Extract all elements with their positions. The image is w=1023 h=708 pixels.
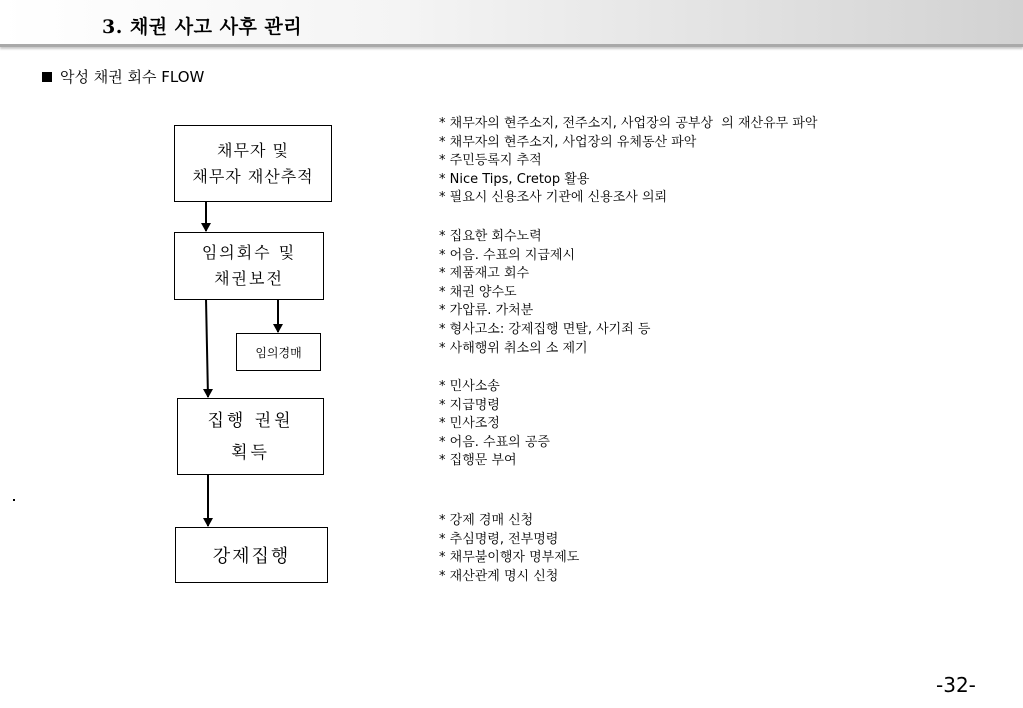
note-item: * 필요시 신용조사 기관에 신용조사 의뢰 [439,190,668,206]
note-item: * 집행문 부여 [439,453,517,469]
flow-box-compulsory-execution [175,527,328,583]
arrow-box4-to-box5-head [203,518,213,527]
section-heading-text: 악성 채권 회수 FLOW [60,68,205,86]
flow-box-voluntary-recovery [174,232,324,300]
flow-box-asset-tracing [174,125,332,202]
flow-box-compulsory-execution-label: 강제집행 [212,546,291,567]
notes-group-3 [439,378,550,471]
note-item: * 채무불이행자 명부제도 [439,550,580,566]
note-item: * 사해행위 취소의 소 제기 [439,340,588,356]
flow-box-voluntary-auction [236,333,321,371]
note-item: * 민사소송 [439,379,500,394]
flow-box-enforcement-title-line2: 획득 [231,442,270,463]
page-number: -32- [936,673,976,697]
flow-box-voluntary-recovery-line2: 채권보전 [214,269,284,288]
note-item: * 지급명령 [439,397,500,413]
note-item: * 형사고소: 강제집행 면탈, 사기죄 등 [439,321,651,337]
arrow-box2-to-box3-head [273,324,283,333]
note-item: * 채무자의 현주소지, 사업장의 유체동산 파악 [439,134,697,150]
flow-box-asset-tracing-line2: 채무자 재산추적 [192,166,314,186]
arrow-box2-to-box4 [206,299,208,397]
note-item: * 추심명령, 전부명령 [439,531,559,547]
note-item: * 주민등록지 추적 [439,153,542,169]
note-item: * 가압류. 가처분 [439,303,534,319]
flow-box-voluntary-auction-label: 임의경매 [255,345,302,360]
note-item: * 채권 양수도 [439,284,517,300]
flow-box-voluntary-recovery-line1: 임의회수 및 [201,243,297,262]
note-item: * 제품재고 회수 [439,266,530,282]
note-item: * 집요한 회수노력 [439,229,542,244]
note-item: * 민사조정 [439,416,500,432]
arrow-box1-to-box2-head [201,223,211,232]
notes-group-4 [439,512,579,586]
arrow-box2-to-box4-head [203,389,213,398]
notes-group-1 [439,115,817,208]
page-title: 3. 채권 사고 사후 관리 [102,16,303,38]
flow-box-enforcement-title-line1: 집행 권원 [207,410,294,431]
note-item: * Nice Tips, Cretop 활용 [439,171,590,187]
note-item: * 채무자의 현주소지, 전주소지, 사업장의 공부상 의 재산유무 파악 [439,116,818,131]
note-item: * 재산관계 명시 신청 [439,568,559,584]
notes-group-2 [439,228,651,358]
flow-box-enforcement-title [177,398,324,475]
note-item: * 강제 경매 신청 [439,513,534,528]
flow-box-asset-tracing-line1: 채무자 및 [217,140,289,160]
stray-dot [13,499,15,501]
note-item: * 어음. 수표의 지급제시 [439,247,576,263]
note-item: * 어음. 수표의 공증 [439,434,550,450]
